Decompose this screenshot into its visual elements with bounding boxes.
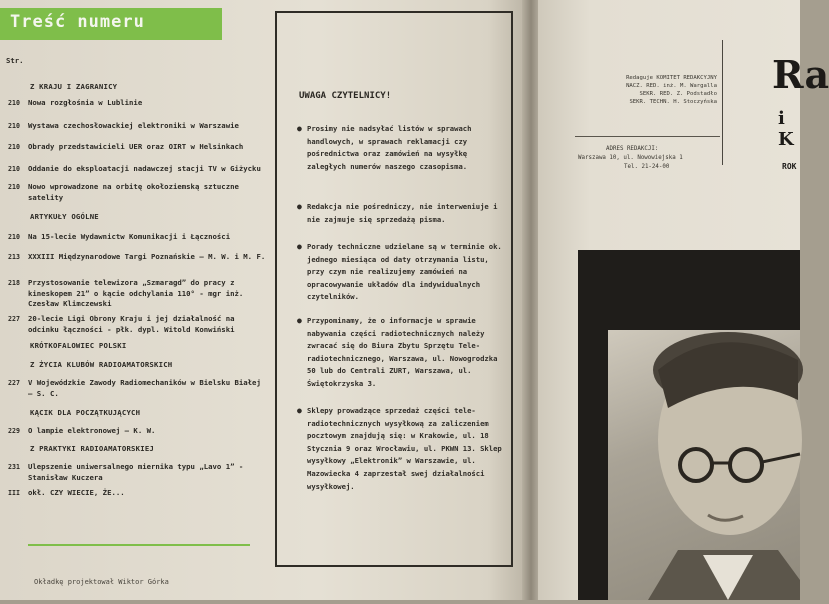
toc-entry-title: XXXIII Międzynarodowe Targi Poznańskie — M. W. i M. F.	[28, 252, 266, 261]
editorial-line: SEKR. TECHN. H. Stoczyńska	[629, 99, 717, 105]
toc-entry-title: V Wojewódzkie Zawody Radiomechaników w Bielsku Białej — S. C.	[28, 378, 261, 398]
notice-item-text: Redakcja nie pośredniczy, nie interweniuje i nie zajmuje się sprzedażą pisma.	[307, 202, 498, 224]
notice-item-text: Sklepy prowadzące sprzedaż części tele-radiotechnicznych wysyłkową za zaliczeniem pocztowym znajdują się: w Krakowie, ul. 18 Stycznia 9 oraz Wrocławiu, ul. PKWN 13. Sklep wysyłkowy „Elektronik” w Warszawie, ul. Mazowiecka 4 zaprzestał swej działalności wysyłkowej.	[307, 406, 502, 491]
toc-entry-page: 210	[8, 99, 20, 107]
bullet-icon: ●	[297, 202, 302, 211]
magazine-subtitle: i K	[778, 108, 794, 150]
toc-entry-page: 229	[8, 427, 20, 435]
editorial-line: SEKR. RED. Z. Podstadło	[639, 91, 717, 97]
editorial-line: Redaguje KOMITET REDAKCYJNY	[626, 75, 717, 81]
notice-item	[297, 201, 509, 226]
toc-entry-title: Na 15-lecie Wydawnictw Komunikacji i Łączności	[28, 232, 231, 241]
toc-entry-title: Oddanie do eksploatacji nadawczej stacji TV w Giżycku	[28, 164, 261, 173]
masthead-divider	[575, 136, 720, 137]
bullet-icon: ●	[297, 242, 302, 251]
notice-item	[297, 405, 509, 493]
toc-entry-title: Przystosowanie telewizora „Szmaragd” do pracy z kineskopem 21” o kącie odchylania 110° - mgr inż. Czesław Klimczewski	[28, 278, 244, 308]
magazine-year-label: ROK	[782, 162, 797, 171]
toc-entry-page: 213	[8, 253, 20, 261]
notice-item-text: Porady techniczne udzielane są w terminie ok. jednego miesiąca od daty otrzymania listu, przy czym nie realizujemy zamówień na opracowywanie układów dla indywidualnych czytelników.	[307, 242, 502, 302]
toc-entry-page: 210	[8, 233, 20, 241]
toc-str-label: Str.	[6, 56, 24, 65]
editorial-line: NACZ. RED. inż. M. Wargalla	[626, 83, 717, 89]
notice-item	[297, 241, 509, 304]
toc-section-title: KRÓTKOFALOWIEC POLSKI	[30, 341, 127, 350]
toc-entry-page: 218	[8, 279, 20, 287]
toc-section-title: Z KRAJU I ZAGRANICY	[30, 82, 118, 91]
toc-entry-title: O lampie elektronowej — K. W.	[28, 426, 156, 435]
toc-entry-title: Ulepszenie uniwersalnego miernika typu „Lavo 1” - Stanisław Kuczera	[28, 462, 244, 482]
toc-entry-page: 227	[8, 315, 20, 323]
toc-entry-page: 210	[8, 122, 20, 130]
toc-entry-title: Nowo wprowadzone na orbitę okołoziemską sztuczne satelity	[28, 182, 239, 202]
toc-entry-title: Nowa rozgłośnia w Lublinie	[28, 98, 143, 107]
toc-section-title: KĄCIK DLA POCZĄTKUJĄCYCH	[30, 408, 141, 417]
toc-header-title: Treść numeru	[10, 12, 145, 32]
bullet-icon: ●	[297, 124, 302, 133]
toc-bottom-divider	[28, 544, 250, 546]
toc-section-title: Z ŻYCIA KLUBÓW RADIOAMATORSKICH	[30, 360, 173, 369]
toc-entry-title: Wystawa czechosłowackiej elektroniki w Warszawie	[28, 121, 239, 130]
phone-line: Tel. 21-24-00	[624, 164, 670, 170]
editorial-board	[575, 74, 717, 106]
bullet-icon: ●	[297, 406, 302, 415]
address-label: ADRES REDAKCJI:	[606, 146, 659, 152]
notice-item	[297, 315, 509, 391]
toc-section-title: Z PRAKTYKI RADIOAMATORSKIEJ	[30, 444, 155, 453]
toc-entry-title: Obrady przedstawicieli UER oraz OIRT w Helsinkach	[28, 142, 244, 151]
reader-notice-box	[275, 11, 513, 567]
address-line: Warszawa 10, ul. Nowowiejska 1	[578, 155, 683, 161]
portrait-photo	[608, 330, 800, 600]
notice-item-text: Prosimy nie nadsyłać listów w sprawach handlowych, w sprawach reklamacji czy pośrednictwa oraz zamówień na wysyłkę zaległych numerów naszego czasopisma.	[307, 124, 472, 171]
toc-entry-page: 210	[8, 143, 20, 151]
notice-title: UWAGA CZYTELNICY!	[299, 91, 392, 101]
cover-credit: Okładkę projektował Wiktor Górka	[34, 578, 169, 586]
magazine-title: Ra	[772, 52, 829, 97]
notice-item	[297, 123, 509, 173]
masthead-vertical-rule	[722, 40, 723, 165]
notice-item-text: Przypominamy, że o informacje w sprawie nabywania części radiotechnicznych należy zwracać się do Biura Zbytu Sprzętu Tele-radiotechnicznego, Warszawa, ul. Nowogrodzka 50 lub do Centrali ZURT, Warszawa, ul. Świętokrzyska 3.	[307, 316, 498, 388]
toc-entry-title: 20-lecie Ligi Obrony Kraju i jej działalność na odcinku łączności - płk. dypl. Witold Konwiński	[28, 314, 235, 334]
editorial-address	[578, 145, 728, 172]
toc-entry-page: 210	[8, 165, 20, 173]
toc-entry-page: 227	[8, 379, 20, 387]
toc-entry-title: okł. CZY WIECIE, ŻE...	[28, 488, 125, 497]
bullet-icon: ●	[297, 316, 302, 325]
toc-entry-page: III	[8, 489, 20, 497]
toc-entry-page: 231	[8, 463, 20, 471]
toc-header-banner	[0, 8, 222, 40]
toc-section-title: ARTYKUŁY OGÓLNE	[30, 212, 99, 221]
portrait-illustration	[608, 330, 800, 600]
toc-entry-page: 210	[8, 183, 20, 191]
